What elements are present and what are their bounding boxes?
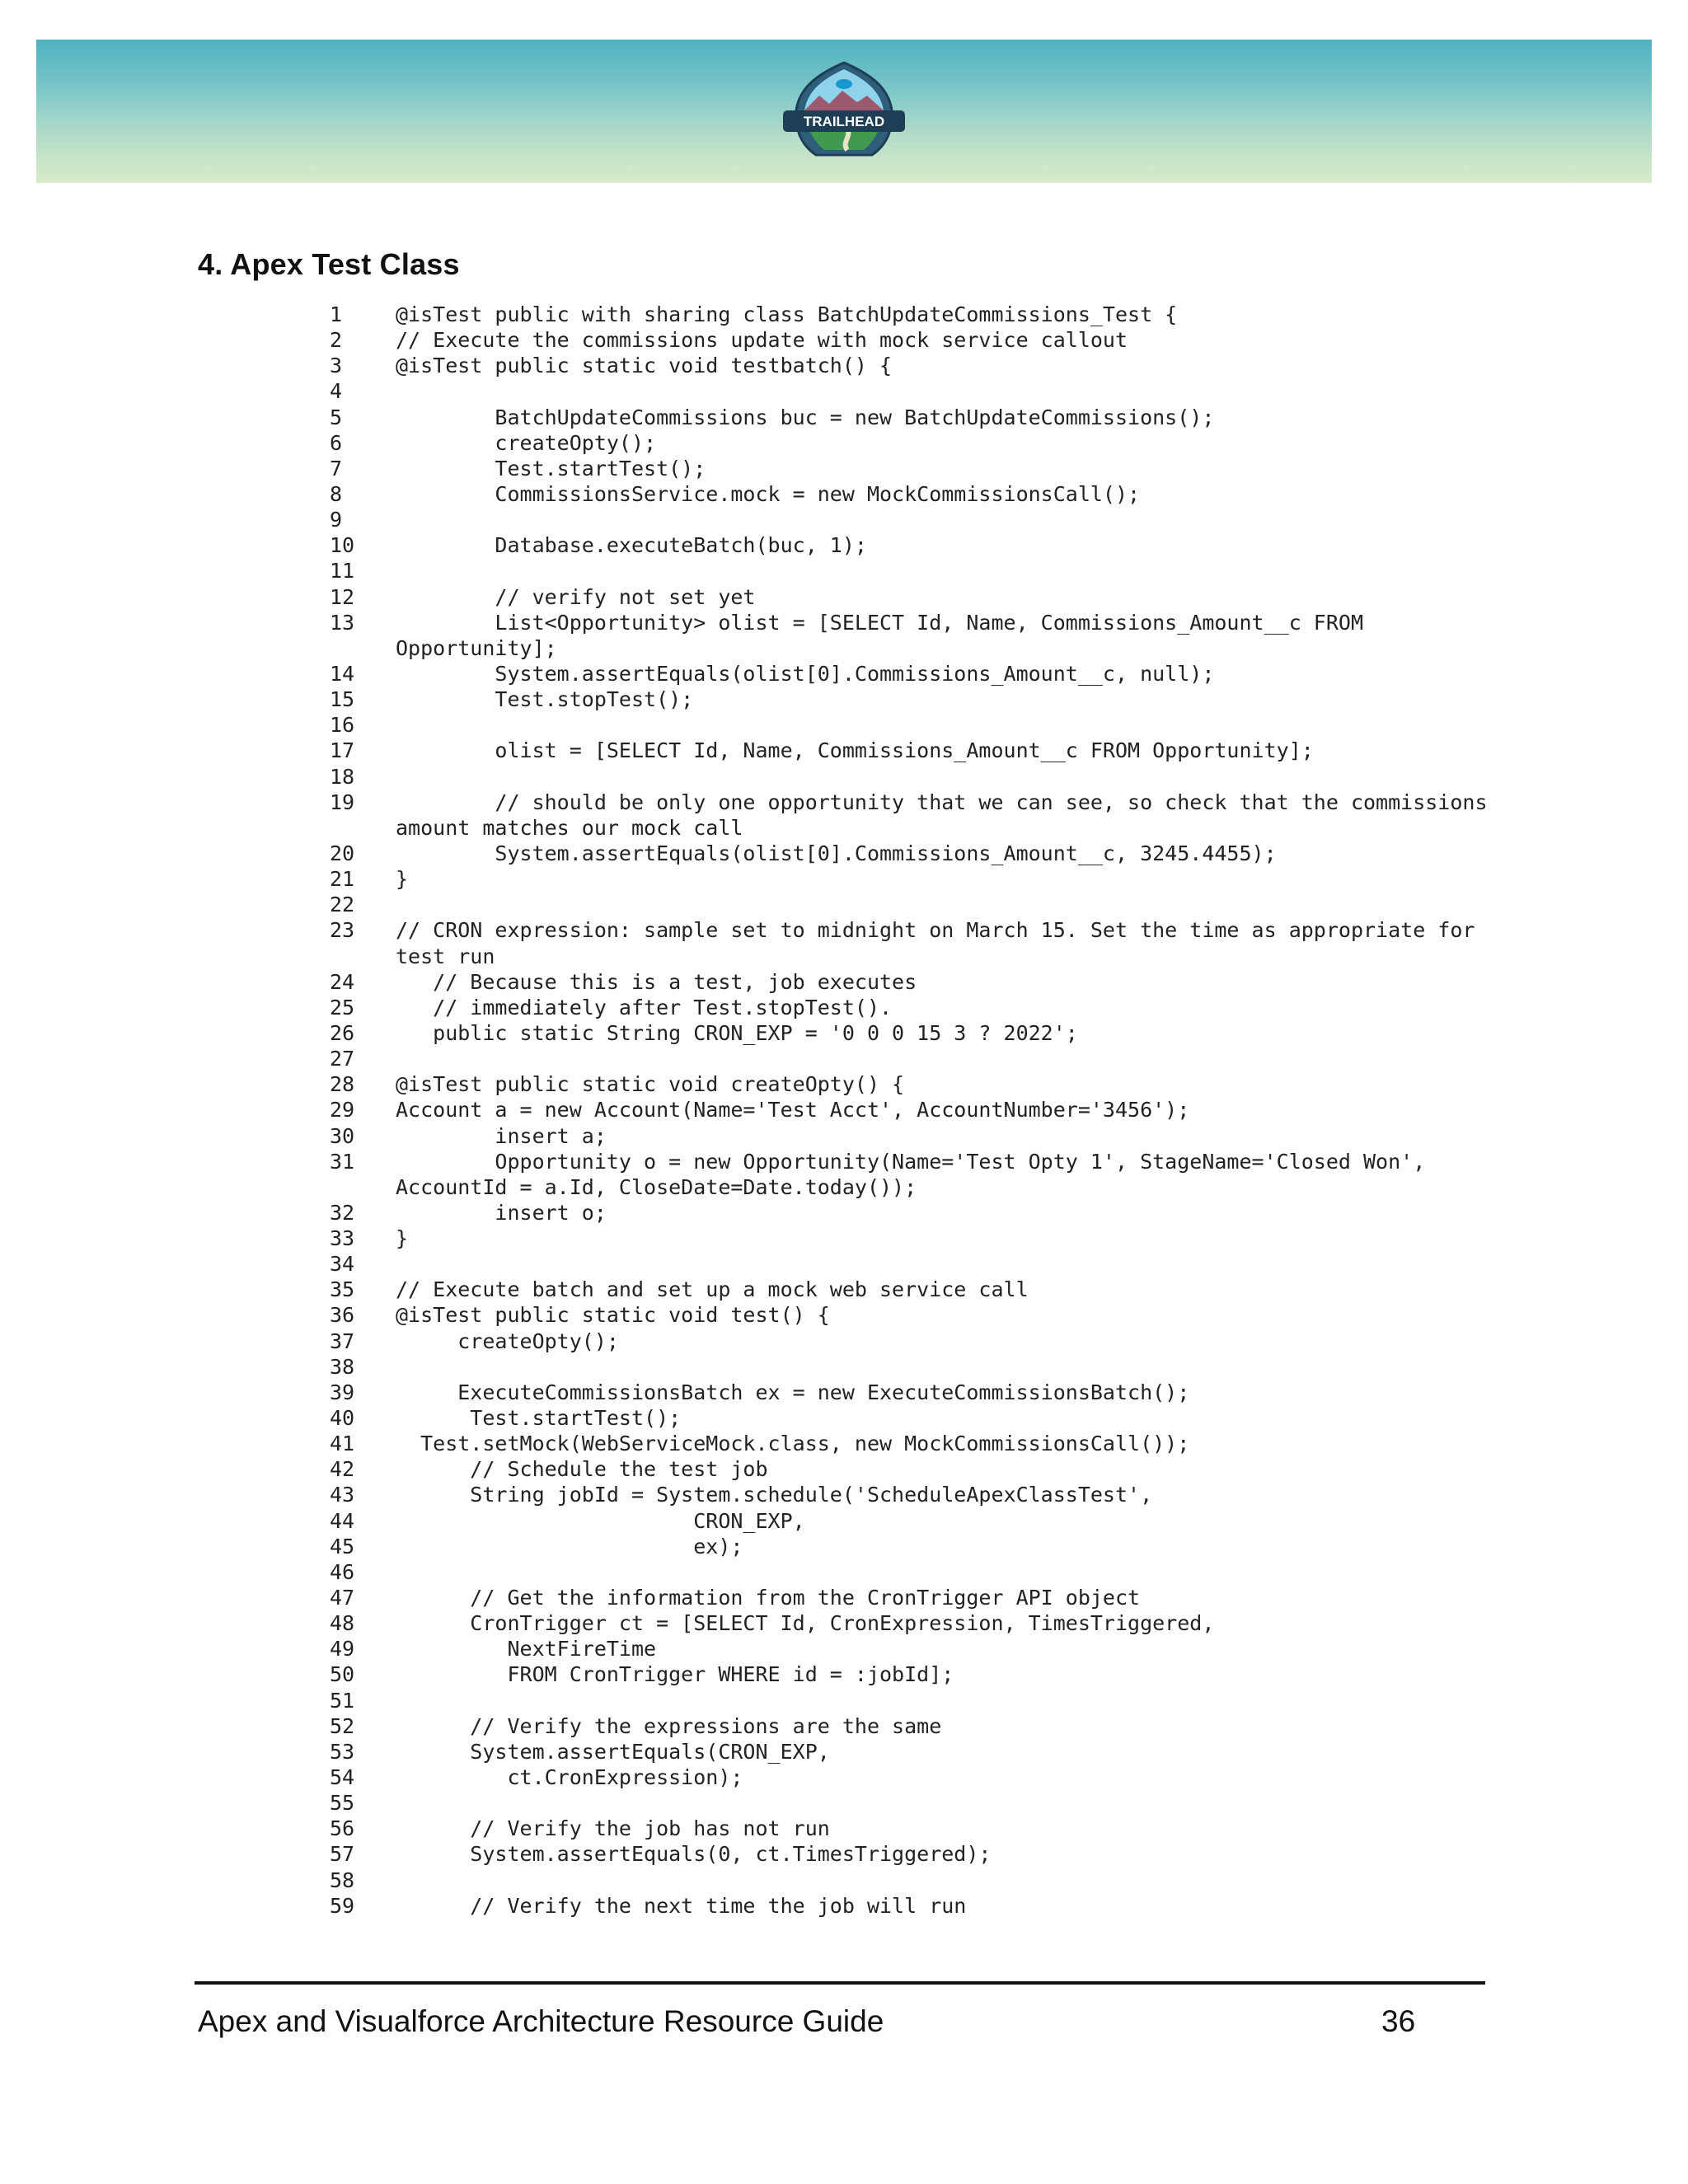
line-number: 19 bbox=[330, 790, 355, 814]
line-number: 47 bbox=[330, 1586, 355, 1610]
code-line bbox=[330, 841, 1500, 866]
line-number: 23 bbox=[330, 918, 355, 943]
code-line bbox=[330, 1123, 1500, 1149]
line-number: 41 bbox=[330, 1432, 355, 1456]
code-text: // Verify the expressions are the same bbox=[396, 1713, 942, 1738]
code-line bbox=[330, 1636, 1500, 1661]
line-number: 22 bbox=[330, 893, 355, 917]
code-line bbox=[330, 764, 1500, 790]
line-number: 21 bbox=[330, 867, 355, 892]
code-line bbox=[330, 507, 1500, 532]
code-line bbox=[330, 1329, 1500, 1354]
code-line bbox=[330, 1097, 1500, 1122]
code-text: // Execute batch and set up a mock web service call bbox=[396, 1277, 1029, 1302]
line-number: 5 bbox=[330, 405, 343, 429]
code-text: // Execute the commissions update with mock service callout bbox=[396, 328, 1128, 353]
code-line bbox=[330, 405, 1500, 430]
line-number: 26 bbox=[330, 1020, 355, 1045]
code-text: // immediately after Test.stopTest(). bbox=[396, 995, 893, 1019]
code-line bbox=[330, 1277, 1500, 1302]
code-line bbox=[330, 1071, 1500, 1097]
code-text: } bbox=[396, 867, 409, 892]
code-line bbox=[330, 892, 1500, 917]
line-number: 8 bbox=[330, 481, 343, 506]
line-number: 10 bbox=[330, 533, 355, 558]
code-line bbox=[330, 1226, 1500, 1251]
code-text: System.assertEquals(olist[0].Commissions_Amount__c, 3245.4455); bbox=[396, 841, 1277, 865]
line-number: 34 bbox=[330, 1252, 355, 1277]
line-number: 49 bbox=[330, 1637, 355, 1661]
code-text: Database.executeBatch(buc, 1); bbox=[396, 533, 867, 558]
code-text: Test.setMock(WebServiceMock.class, new MockCommissionsCall()); bbox=[396, 1432, 1190, 1456]
code-text: @isTest public static void test() { bbox=[396, 1303, 830, 1328]
code-text: amount matches our mock call bbox=[396, 815, 743, 840]
code-text: @isTest public with sharing class BatchUpdateCommissions_Test { bbox=[396, 302, 1178, 326]
code-line bbox=[330, 815, 1500, 841]
code-line bbox=[330, 1482, 1500, 1507]
line-number bbox=[330, 944, 396, 969]
code-line bbox=[330, 1405, 1500, 1431]
line-number: 3 bbox=[330, 354, 343, 378]
line-number bbox=[330, 815, 396, 841]
line-number: 55 bbox=[330, 1791, 355, 1816]
line-number: 58 bbox=[330, 1868, 355, 1892]
code-line bbox=[330, 1302, 1500, 1328]
line-number: 37 bbox=[330, 1329, 355, 1353]
code-line bbox=[330, 1559, 1500, 1585]
code-text: // Get the information from the CronTrigger API object bbox=[396, 1586, 1141, 1610]
code-line bbox=[330, 1868, 1500, 1893]
line-number: 7 bbox=[330, 456, 343, 480]
line-number: 31 bbox=[330, 1149, 355, 1174]
code-line bbox=[330, 1841, 1500, 1867]
code-line bbox=[330, 1200, 1500, 1226]
code-text: Account a = new Account(Name='Test Acct', AccountNumber='3456'); bbox=[396, 1098, 1190, 1122]
code-text: createOpty(); bbox=[396, 1329, 619, 1353]
code-text: // should be only one opportunity that we can see, so check that the commissions bbox=[396, 790, 1488, 814]
code-text: test run bbox=[396, 944, 495, 968]
line-number: 38 bbox=[330, 1354, 355, 1379]
code-line bbox=[330, 969, 1500, 995]
code-line bbox=[330, 1456, 1500, 1482]
code-text: BatchUpdateCommissions buc = new BatchUpdateCommissions(); bbox=[396, 405, 1215, 429]
page-number: 36 bbox=[1381, 2004, 1416, 2038]
code-line bbox=[330, 944, 1500, 969]
code-text: // Verify the job has not run bbox=[396, 1816, 830, 1841]
line-number: 28 bbox=[330, 1072, 355, 1097]
line-number: 6 bbox=[330, 430, 343, 455]
line-number: 25 bbox=[330, 995, 355, 1019]
code-line bbox=[330, 532, 1500, 558]
code-text: insert a; bbox=[396, 1123, 607, 1148]
line-number: 32 bbox=[330, 1200, 355, 1225]
code-line bbox=[330, 687, 1500, 712]
code-line bbox=[330, 1380, 1500, 1405]
code-text: NextFireTime bbox=[396, 1637, 657, 1661]
code-text: ex); bbox=[396, 1534, 743, 1558]
line-number: 45 bbox=[330, 1534, 355, 1558]
line-number: 33 bbox=[330, 1226, 355, 1251]
code-text: // Because this is a test, job executes bbox=[396, 969, 917, 994]
code-line bbox=[330, 1046, 1500, 1071]
line-number: 27 bbox=[330, 1047, 355, 1071]
code-line bbox=[330, 1790, 1500, 1816]
line-number: 20 bbox=[330, 841, 355, 865]
code-line bbox=[330, 917, 1500, 943]
code-text: // Verify the next time the job will run bbox=[396, 1893, 967, 1918]
line-number: 9 bbox=[330, 508, 343, 532]
code-line bbox=[330, 481, 1500, 507]
line-number: 17 bbox=[330, 738, 355, 763]
code-text: Test.startTest(); bbox=[396, 1406, 682, 1431]
code-text: CronTrigger ct = [SELECT Id, CronExpression, TimesTriggered, bbox=[396, 1611, 1215, 1636]
line-number: 36 bbox=[330, 1303, 355, 1328]
line-number: 50 bbox=[330, 1662, 355, 1687]
code-text: olist = [SELECT Id, Name, Commissions_Amount__c FROM Opportunity]; bbox=[396, 738, 1314, 763]
line-number: 48 bbox=[330, 1611, 355, 1636]
code-line bbox=[330, 1354, 1500, 1380]
code-line bbox=[330, 1020, 1500, 1046]
code-line bbox=[330, 1610, 1500, 1636]
line-number bbox=[330, 1174, 396, 1200]
code-line bbox=[330, 661, 1500, 687]
code-line bbox=[330, 302, 1500, 327]
code-text: public static String CRON_EXP = '0 0 0 15 3 ? 2022'; bbox=[396, 1020, 1078, 1045]
code-text: ct.CronExpression); bbox=[396, 1765, 743, 1790]
trailhead-logo bbox=[781, 59, 907, 165]
code-text: Test.startTest(); bbox=[396, 456, 706, 480]
section-title: 4. Apex Test Class bbox=[198, 247, 460, 281]
line-number: 53 bbox=[330, 1739, 355, 1764]
code-listing bbox=[330, 302, 1500, 1919]
line-number: 15 bbox=[330, 687, 355, 712]
code-text: System.assertEquals(0, ct.TimesTriggered); bbox=[396, 1842, 992, 1867]
code-text: System.assertEquals(CRON_EXP, bbox=[396, 1739, 830, 1764]
code-line bbox=[330, 790, 1500, 815]
code-text: List<Opportunity> olist = [SELECT Id, Name, Commissions_Amount__c FROM bbox=[396, 610, 1363, 635]
line-number: 4 bbox=[330, 379, 343, 404]
code-line bbox=[330, 1713, 1500, 1739]
line-number: 42 bbox=[330, 1457, 355, 1482]
code-line bbox=[330, 1508, 1500, 1534]
code-line bbox=[330, 1585, 1500, 1610]
code-text: AccountId = a.Id, CloseDate=Date.today()); bbox=[396, 1174, 917, 1199]
code-text: insert o; bbox=[396, 1200, 607, 1225]
line-number: 54 bbox=[330, 1765, 355, 1790]
line-number: 35 bbox=[330, 1277, 355, 1302]
code-text: Opportunity o = new Opportunity(Name='Test Opty 1', StageName='Closed Won', bbox=[396, 1149, 1426, 1174]
line-number: 52 bbox=[330, 1713, 355, 1738]
line-number: 1 bbox=[330, 302, 343, 326]
code-text: CommissionsService.mock = new MockCommissionsCall(); bbox=[396, 481, 1141, 506]
code-line bbox=[330, 430, 1500, 456]
code-line bbox=[330, 738, 1500, 763]
code-line bbox=[330, 1661, 1500, 1687]
code-text: Test.stopTest(); bbox=[396, 687, 694, 712]
code-line bbox=[330, 995, 1500, 1020]
code-line bbox=[330, 584, 1500, 610]
code-line bbox=[330, 1431, 1500, 1456]
line-number: 39 bbox=[330, 1380, 355, 1404]
code-text: createOpty(); bbox=[396, 430, 657, 455]
code-line bbox=[330, 1534, 1500, 1559]
code-text: @isTest public static void createOpty() { bbox=[396, 1072, 905, 1097]
code-line bbox=[330, 1251, 1500, 1277]
line-number: 12 bbox=[330, 584, 355, 609]
code-text: } bbox=[396, 1226, 409, 1251]
line-number: 43 bbox=[330, 1483, 355, 1507]
line-number: 29 bbox=[330, 1098, 355, 1122]
code-text: @isTest public static void testbatch() { bbox=[396, 354, 893, 378]
line-number: 57 bbox=[330, 1842, 355, 1867]
code-text: // CRON expression: sample set to midnight on March 15. Set the time as appropriate for bbox=[396, 918, 1475, 943]
code-line bbox=[330, 1739, 1500, 1765]
code-line bbox=[330, 610, 1500, 635]
line-number: 44 bbox=[330, 1508, 355, 1533]
code-line bbox=[330, 327, 1500, 353]
line-number: 13 bbox=[330, 610, 355, 635]
code-line bbox=[330, 712, 1500, 738]
line-number: 2 bbox=[330, 328, 343, 353]
line-number: 18 bbox=[330, 764, 355, 789]
code-text: System.assertEquals(olist[0].Commissions_Amount__c, null); bbox=[396, 661, 1215, 686]
line-number: 59 bbox=[330, 1893, 355, 1918]
line-number: 30 bbox=[330, 1123, 355, 1148]
line-number: 11 bbox=[330, 559, 355, 583]
code-line bbox=[330, 1174, 1500, 1200]
line-number: 40 bbox=[330, 1406, 355, 1431]
code-line bbox=[330, 1149, 1500, 1174]
code-line bbox=[330, 456, 1500, 481]
code-line bbox=[330, 1765, 1500, 1790]
code-line bbox=[330, 1816, 1500, 1841]
code-line bbox=[330, 1688, 1500, 1713]
footer-title: Apex and Visualforce Architecture Resource Guide bbox=[198, 2004, 884, 2038]
line-number: 56 bbox=[330, 1816, 355, 1841]
code-text: Opportunity]; bbox=[396, 635, 557, 660]
code-line bbox=[330, 378, 1500, 404]
line-number: 14 bbox=[330, 661, 355, 686]
footer-divider bbox=[195, 1981, 1485, 1985]
code-text: // verify not set yet bbox=[396, 584, 756, 609]
code-line bbox=[330, 558, 1500, 583]
code-line bbox=[330, 353, 1500, 378]
code-text: ExecuteCommissionsBatch ex = new ExecuteCommissionsBatch(); bbox=[396, 1380, 1190, 1404]
code-text: CRON_EXP, bbox=[396, 1508, 805, 1533]
line-number: 46 bbox=[330, 1559, 355, 1584]
logo-text: TRAILHEAD bbox=[803, 114, 885, 129]
code-text: FROM CronTrigger WHERE id = :jobId]; bbox=[396, 1662, 954, 1687]
code-line bbox=[330, 1893, 1500, 1919]
code-line bbox=[330, 866, 1500, 892]
code-text: String jobId = System.schedule('ScheduleApexClassTest', bbox=[396, 1483, 1153, 1507]
line-number: 16 bbox=[330, 713, 355, 738]
code-text: // Schedule the test job bbox=[396, 1457, 768, 1482]
line-number bbox=[330, 635, 396, 661]
line-number: 24 bbox=[330, 969, 355, 994]
code-line bbox=[330, 635, 1500, 661]
line-number: 51 bbox=[330, 1688, 355, 1713]
